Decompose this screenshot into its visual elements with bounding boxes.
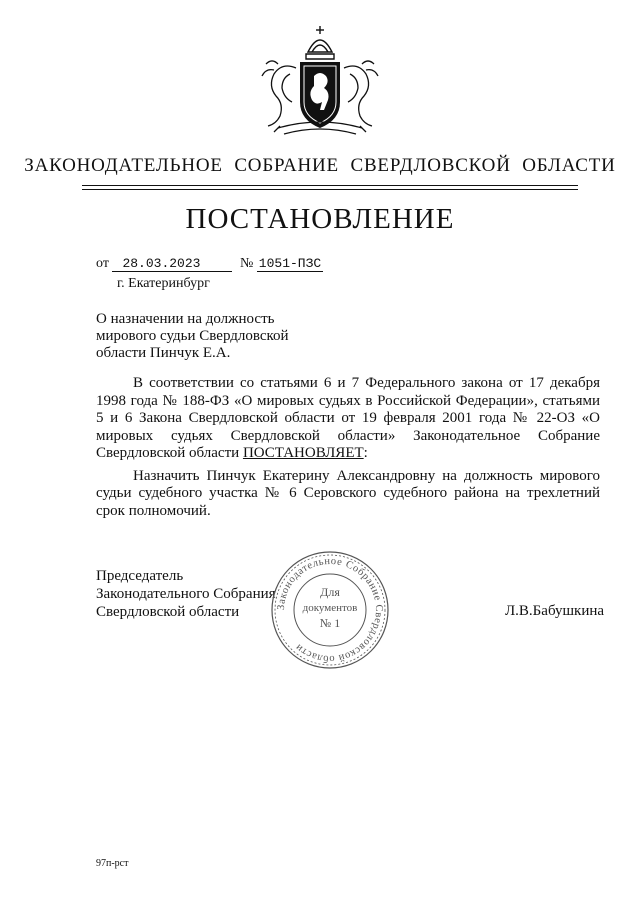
subject-line: области Пинчук Е.А. <box>96 345 231 361</box>
document-date: 28.03.2023 <box>112 256 232 272</box>
seal-outer-text: Законодательное Собрание Свердловской области <box>275 555 385 665</box>
seal-inner-line: Для <box>320 585 340 599</box>
subject-block <box>96 311 289 362</box>
resolution-keyword: ПОСТАНОВЛЯЕТ <box>242 445 364 461</box>
date-prefix: от <box>96 256 109 271</box>
document-number: 1051-ПЗС <box>258 256 322 271</box>
header-rule-thick <box>82 185 578 186</box>
organization-title: ЗАКОНОДАТЕЛЬНОЕ СОБРАНИЕ СВЕРДЛОВСКОЙ ОБЛАСТИ <box>24 155 616 176</box>
signer-title <box>96 567 276 621</box>
subject-line: мирового судьи Свердловской <box>96 328 289 344</box>
signer-name: Л.В.Бабушкина <box>505 603 605 619</box>
seal-inner-line: № 1 <box>319 616 341 630</box>
signer-title-line: Председатель <box>96 568 184 584</box>
seal-inner-line: документов <box>302 602 358 614</box>
coat-of-arms-emblem <box>256 24 384 142</box>
number-sign: № <box>239 256 254 271</box>
document-meta-row <box>96 256 323 272</box>
official-seal-stamp <box>268 548 392 672</box>
document-body <box>96 375 600 520</box>
footer-code: 97п-рст <box>96 858 129 869</box>
subject-line: О назначении на должность <box>96 311 275 327</box>
signer-title-line: Свердловской области <box>96 604 240 620</box>
city-line: г. Екатеринбург <box>117 276 210 291</box>
paragraph-1-text: В соответствии со статьями 6 и 7 Федерального закона от 17 декабря 1998 года № 188-ФЗ «О мировых судьях в Российской Федерации», статьями 5 и 6 Закона Свердловской области от 19 февраля 2001 года № 22-ОЗ «О мировых судьях Свердловской области» Законодательное Собрание Свердловской области <box>96 375 600 461</box>
body-paragraph-1 <box>96 375 600 463</box>
signer-title-line: Законодательного Собрания <box>96 586 276 602</box>
paragraph-1-end: : <box>363 445 368 461</box>
document-type-heading: ПОСТАНОВЛЕНИЕ <box>185 203 455 235</box>
body-paragraph-2: Назначить Пинчук Екатерину Александровну на должность мирового судьи судебного участка № 6 Серовского судебного района на трехлетний срок полномочий. <box>96 467 600 519</box>
header-rule-thin <box>82 189 578 190</box>
